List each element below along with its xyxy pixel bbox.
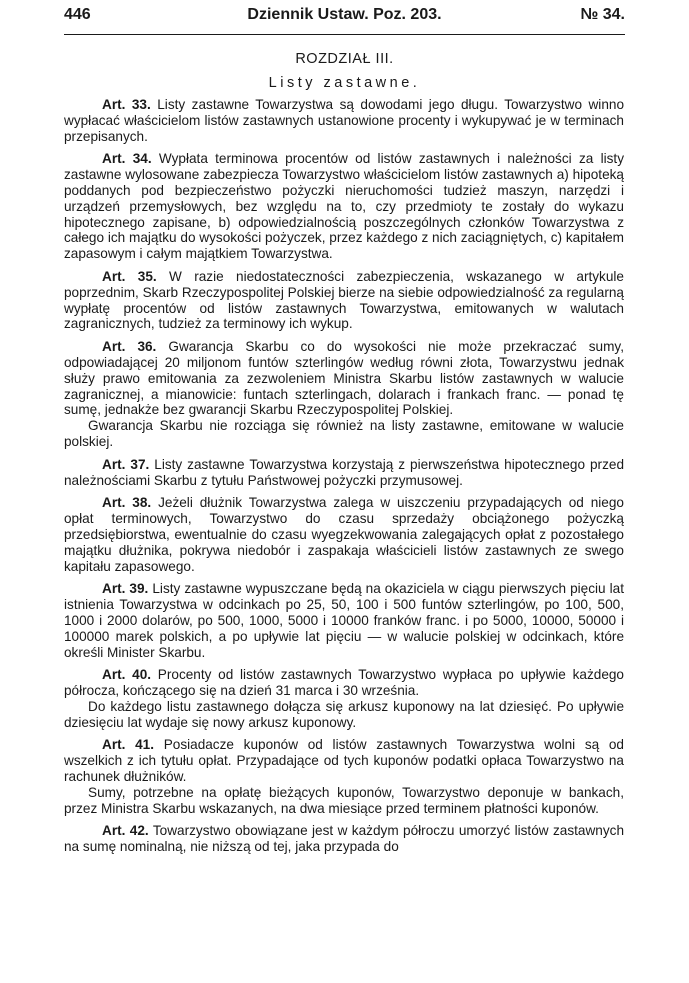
- article-label: Art. 37.: [102, 456, 150, 472]
- article-40-continuation: Do każdego listu zastawnego dołącza się arkusz kuponowy na lat dziesięć. Po upływie dziesięciu lat wydaje się nowy arkusz kuponowy.: [64, 698, 624, 730]
- header-rule: [64, 34, 625, 35]
- article-39: [64, 581, 624, 660]
- article-label: Art. 36.: [102, 339, 157, 355]
- article-33: [64, 97, 624, 144]
- journal-title: Dziennik Ustaw. Poz. 203.: [247, 6, 442, 23]
- page-number: 446: [64, 6, 91, 23]
- article-36: [64, 339, 624, 418]
- issue-number: № 34.: [580, 6, 625, 23]
- article-text: Listy zastawne Towarzystwa korzystają z pierwszeństwa hipotecznego przed należnościami Skarbu z tytułu Państwowej pożyczki przymusowej.: [64, 456, 625, 488]
- article-text: Posiadacze kuponów od listów zastawnych Towarzystwa wolni są od wszelkich z ich tytułu opłat. Przypadające od tych kuponów podatki opłaca Towarzystwo na rachunek dłużników.: [64, 737, 624, 785]
- chapter-subtitle: Listy zastawne.: [268, 75, 421, 91]
- chapter-heading: ROZDZIAŁ III.: [295, 51, 394, 67]
- article-list: [64, 97, 624, 855]
- article-text: Listy zastawne wypuszczane będą na okaziciela w ciągu pierwszych pięciu lat istnienia Towarzystwa w odcinkach po 25, 50, 100 i 500 funtów szterlingów, po 100, 500, 1000 i 2000 dolarów, po 500, 1000, 5000 i 10000 franków franc. i po 5000, 10000, 50000 i 100000 marek polskich, a po upływie lat pięciu — w walucie polskiej w odcinkach, które określi Minister Skarbu.: [64, 581, 624, 660]
- article-text: Wypłata terminowa procentów od listów zastawnych i należności za listy zastawne wylosowane zabezpiecza Towarzystwo właścicielom listów zastawnych a) hipoteką poddanych pod bezpieczeństwo pożyczki nieruchomości tudzież maszyn, narzędzi i urządzeń przemysłowych, bez względu na to, czy przedmioty te zostały do wykazu hipotecznego zapisane, b) odpowiedzialnością poszczególnych członków Towarzystwa z całego ich majątku do wysokości pożyczek, przez każdego z nich zaciągniętych, c) kapitałem zapasowym i całym majątkiem Towarzystwa.: [64, 151, 624, 262]
- article-label: Art. 42.: [102, 823, 149, 839]
- article-label: Art. 33.: [102, 97, 151, 112]
- article-42: [64, 823, 624, 855]
- article-text: W razie niedostateczności zabezpieczenia, wskazanego w artykule poprzednim, Skarb Rzeczypospolitej Polskiej bierze na siebie odpowiedzialność za regularną wypłatę procentów od listów zastawnych Towarzystwa, emitowanych w walutach zagranicznych, tudzież za terminowy ich wykup.: [64, 268, 624, 332]
- article-38: [64, 495, 624, 574]
- article-label: Art. 34.: [102, 151, 152, 167]
- article-34: [64, 151, 624, 262]
- article-41-continuation: Sumy, potrzebne na opłatę bieżących kuponów, Towarzystwo deponuje w bankach, przez Ministra Skarbu wskazanych, na dwa miesiące przed terminem płatności kuponów.: [64, 784, 624, 816]
- article-text: Towarzystwo obowiązane jest w każdym półroczu umorzyć listów zastawnych na sumę nominalną, nie niższą od tej, jaka przypada do: [64, 823, 624, 855]
- article-36-continuation: Gwarancja Skarbu nie rozciąga się również na listy zastawne, emitowane w walucie polskiej.: [64, 418, 624, 449]
- article-41: [64, 737, 624, 784]
- article-text: Gwarancja Skarbu co do wysokości nie może przekraczać sumy, odpowiadającej 20 miljonom funtów szterlingów według równi złota, Towarzystwu jednak służy prawo emitowania za zezwoleniem Ministra Skarbu listów zastawnych w walucie zagranicznej, a mianowicie: funtach szterlingach, dolarach i frankach franc. — ponad tę sumę, jednakże bez gwarancji Skarbu Rzeczypospolitej Polskiej.: [64, 339, 624, 418]
- article-label: Art. 41.: [102, 737, 154, 753]
- article-text: Procenty od listów zastawnych Towarzystwo wypłaca po upływie każdego półrocza, kończącego się na dzień 31 marca i 30 września.: [64, 667, 624, 699]
- article-35: [64, 269, 624, 332]
- article-40: [64, 667, 624, 699]
- article-label: Art. 38.: [102, 495, 152, 511]
- article-text: Listy zastawne Towarzystwa są dowodami jego długu. Towarzystwo winno wypłacać właścicielom listów zastawnych ustanowione procenty i wykupywać je w terminach przepisanych.: [64, 97, 624, 144]
- article-text: Jeżeli dłużnik Towarzystwa zalega w uiszczeniu przypadających od niego opłat terminowych, Towarzystwo do czasu sprzedaży obciążonego pożyczką przedsiębiorstwa, ewentualnie do czasu wyegzekwowania zalegających opłat z pozostałego majątku dłużnika, pokrywa niedobór i zaspakaja właścicieli listów zastawnych ze swego kapitału zapasowego.: [64, 495, 624, 574]
- article-label: Art. 40.: [102, 667, 152, 683]
- article-37: [64, 457, 624, 489]
- article-label: Art. 39.: [102, 581, 149, 597]
- article-label: Art. 35.: [102, 268, 157, 284]
- page-header: [64, 4, 625, 30]
